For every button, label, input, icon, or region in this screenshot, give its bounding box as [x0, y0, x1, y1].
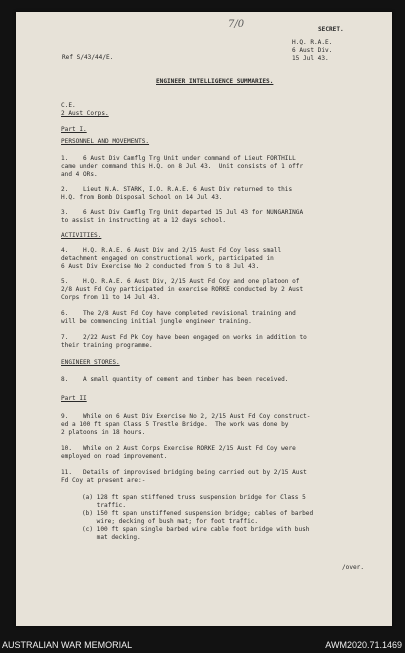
paragraph-line: Corps from 11 to 14 Jul 43. — [61, 294, 161, 301]
list-item: wire; decking of bush mat; for foot traffic. — [82, 518, 259, 525]
document-title: ENGINEER INTELLIGENCE SUMMARIES. — [156, 78, 274, 85]
paragraph-line: 10. While on 2 Aust Corps Exercise RORKE 2/15 Aust Fd Coy were — [61, 445, 296, 452]
document-date: 15 Jul 43. — [292, 55, 329, 62]
sender-division: 6 Aust Div. — [292, 47, 333, 54]
list-item: (b) 150 ft span unstiffened suspension bridge; cables of barbed — [82, 510, 314, 517]
list-item: traffic. — [82, 502, 127, 509]
document-page — [16, 12, 392, 626]
paragraph-line: came under command this H.Q. on 8 Jul 43. Unit consists of 1 offr — [61, 163, 304, 170]
paragraph-line: will be commencing initial jungle engineer training. — [61, 318, 252, 325]
paragraph-line: 2/8 Aust Fd Coy participated in exercise RORKE conducted by 2 Aust — [61, 286, 304, 293]
part-heading: Part I. — [61, 126, 87, 133]
paragraph-line: Fd Coy at present are:- — [61, 477, 146, 484]
paragraph-line: H.Q. from Bomb Disposal School on 14 Jul 43. — [61, 194, 223, 201]
section-heading: ACTIVITIES. — [61, 232, 102, 239]
paragraph-line: ed a 100 ft span Class 5 Trestle Bridge. The work was done by — [61, 421, 289, 428]
archive-name: AUSTRALIAN WAR MEMORIAL — [2, 640, 133, 650]
continuation-note: /over. — [342, 564, 365, 571]
handwritten-mark: 7/0 — [228, 19, 245, 30]
list-item: (c) 100 ft span single barbed wire cable foot bridge with bush — [82, 526, 310, 533]
paragraph-line: 11. Details of improvised bridging being carried out by 2/15 Aust — [61, 469, 307, 476]
paragraph-line: their training programme. — [61, 342, 153, 349]
paragraph-line: 3. 6 Aust Div Camflg Trg Unit departed 15 Jul 43 for NUNGARINGA — [61, 209, 304, 216]
paragraph-line: detachment engaged on constructional work, participated in — [61, 255, 274, 262]
classification-stamp: SECRET. — [318, 26, 344, 33]
part-heading: Part II — [61, 395, 87, 402]
paragraph-line: and 4 ORs. — [61, 171, 98, 178]
paragraph-line: 9. While on 6 Aust Div Exercise No 2, 2/15 Aust Fd Coy construct- — [61, 413, 311, 420]
paragraph-line: employed on road improvement. — [61, 453, 168, 460]
section-heading: PERSONNEL AND MOVEMENTS. — [61, 138, 150, 145]
archive-footer — [0, 637, 405, 653]
paragraph-line: 4. H.Q. R.A.E. 6 Aust Div and 2/15 Aust Fd Coy less small — [61, 247, 282, 254]
paragraph-line: to assist in instructing at a 12 days school. — [61, 217, 227, 224]
paragraph-line: 2 platoons in 18 hours. — [61, 429, 146, 436]
paragraph-line: 8. A small quantity of cement and timber has been received. — [61, 376, 289, 383]
recipient-line: C.E. — [61, 102, 76, 109]
recipient-line: 2 Aust Corps. — [61, 110, 109, 117]
paragraph-line: 6 Aust Div Exercise No 2 conducted from 5 to 8 Jul 43. — [61, 263, 260, 270]
paragraph-line: 7. 2/22 Aust Fd Pk Coy have been engaged on works in addition to — [61, 334, 307, 341]
paragraph-line: 5. H.Q. R.A.E. 6 Aust Div, 2/15 Aust Fd Coy and one platoon of — [61, 278, 300, 285]
archive-reference: AWM2020.71.1469 — [325, 640, 402, 650]
reference-number: Ref S/43/44/E. — [62, 54, 114, 61]
section-heading: ENGINEER STORES. — [61, 359, 120, 366]
list-item: (a) 128 ft span stiffened truss suspension bridge for Class 5 — [82, 494, 306, 501]
sender-hq: H.Q. R.A.E. — [292, 39, 333, 46]
paragraph-line: 2. Lieut N.A. STARK, I.O. R.A.E. 6 Aust Div returned to this — [61, 186, 293, 193]
paragraph-line: 6. The 2/8 Aust Fd Coy have completed revisional training and — [61, 310, 296, 317]
paragraph-line: 1. 6 Aust Div Camflg Trg Unit under command of Lieut FORTHILL — [61, 155, 296, 162]
list-item: mat decking. — [82, 534, 141, 541]
